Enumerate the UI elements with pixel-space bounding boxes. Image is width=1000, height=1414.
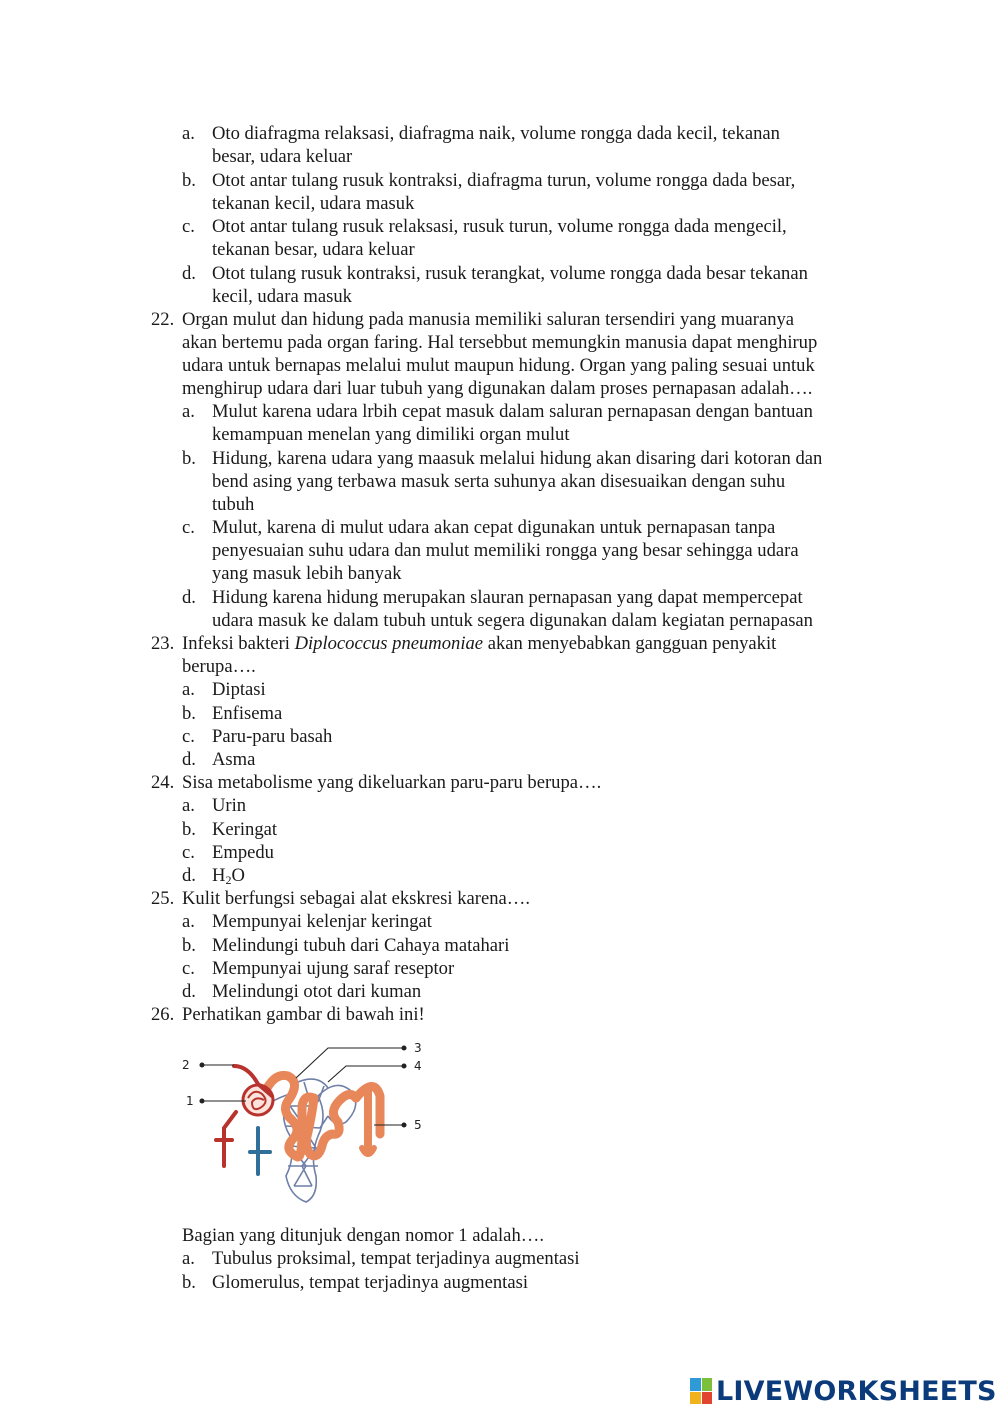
q22-option-a-line2: kemampuan menelan yang dimiliki organ mulut	[212, 424, 570, 445]
q21-option-d-line1: Otot tulang rusuk kontraksi, rusuk terangkat, volume rongga dada besar tekanan	[212, 263, 808, 284]
q25-number: 25.	[151, 888, 175, 909]
q24-option-d-o: O	[231, 865, 245, 886]
q23-number: 23.	[151, 633, 175, 654]
q22-option-d-label: d.	[182, 587, 196, 608]
q22-option-b-line3: tubuh	[212, 494, 255, 515]
q23-option-c-text: Paru-paru basah	[212, 726, 333, 747]
diagram-label-1: 1	[186, 1094, 194, 1108]
q23-option-c-label: c.	[182, 726, 195, 747]
q22-option-d-line2: udara masuk ke dalam tubuh untuk segera digunakan dalam kegiatan pernapasan	[212, 610, 813, 631]
q22-stem-line3: udara untuk bernapas melalui mulut maupun hidung. Organ yang paling sesuai untuk	[182, 355, 815, 376]
q25-option-a-text: Mempunyai kelenjar keringat	[212, 911, 432, 932]
q22-stem-line4: menghirup udara dari luar tubuh yang digunakan dalam proses pernapasan adalah….	[182, 378, 813, 399]
q24-option-d-label: d.	[182, 865, 196, 886]
q21-option-c-line2: tekanan besar, udara keluar	[212, 239, 415, 260]
q24-option-d-text	[212, 864, 245, 887]
liveworksheets-brand-text: LIVEWORKSHEETS	[716, 1375, 997, 1407]
q25-option-c-label: c.	[182, 958, 195, 979]
q21-option-b-label: b.	[182, 170, 196, 191]
q24-option-d-subscript: 2	[225, 873, 232, 887]
q25-option-b-label: b.	[182, 935, 196, 956]
q25-option-d-text: Melindungi otot dari kuman	[212, 981, 422, 1002]
q26-option-b-text: Glomerulus, tempat terjadinya augmentasi	[212, 1272, 529, 1293]
q23-option-d-label: d.	[182, 749, 196, 770]
q25-option-c-text: Mempunyai ujung saraf reseptor	[212, 958, 455, 979]
q24-option-c-label: c.	[182, 842, 195, 863]
q22-number: 22.	[151, 309, 175, 330]
q23-option-a-text: Diptasi	[212, 679, 266, 700]
q23-stem-line1	[182, 632, 776, 655]
q24-option-a-label: a.	[182, 795, 195, 816]
q24-number: 24.	[151, 772, 175, 793]
q26-stem: Perhatikan gambar di bawah ini!	[182, 1004, 425, 1025]
q22-option-b-line1: Hidung, karena udara yang maasuk melalui hidung akan disaring dari kotoran dan	[212, 448, 823, 469]
q21-option-d-label: d.	[182, 263, 196, 284]
diagram-label-4: 4	[414, 1059, 422, 1073]
q24-option-d-h: H	[212, 865, 226, 886]
diagram-label-5: 5	[414, 1118, 422, 1132]
q22-option-a-label: a.	[182, 401, 195, 422]
q22-option-a-line1: Mulut karena udara lrbih cepat masuk dalam saluran pernapasan dengan bantuan	[212, 401, 813, 422]
q22-stem-line2: akan bertemu pada organ faring. Hal tersebbut memungkin manusia dapat menghirup	[182, 332, 818, 353]
q24-option-b-text: Keringat	[212, 819, 278, 840]
liveworksheets-logo-icon	[690, 1378, 712, 1404]
q21-option-d-line2: kecil, udara masuk	[212, 286, 352, 307]
q22-option-c-label: c.	[182, 517, 195, 538]
q25-option-b-text: Melindungi tubuh dari Cahaya matahari	[212, 935, 510, 956]
q22-option-c-line2: penyesuaian suhu udara dan mulut memiliki rongga yang besar sehingga udara	[212, 540, 799, 561]
q22-option-b-label: b.	[182, 448, 196, 469]
q21-option-c-label: c.	[182, 216, 195, 237]
glomerulus	[243, 1085, 273, 1115]
liveworksheets-logo[interactable]	[690, 1374, 997, 1408]
q23-option-d-text: Asma	[212, 749, 256, 770]
q24-stem: Sisa metabolisme yang dikeluarkan paru-paru berupa….	[182, 772, 602, 793]
q26-question: Bagian yang ditunjuk dengan nomor 1 adalah….	[182, 1225, 544, 1246]
q21-option-a-label: a.	[182, 123, 195, 144]
diagram-label-3: 3	[414, 1041, 422, 1055]
q23-stem-line2: berupa….	[182, 656, 256, 677]
q22-option-c-line3: yang masuk lebih banyak	[212, 563, 402, 584]
q22-option-b-line2: bend asing yang terbawa masuk serta suhunya akan disesuaikan dengan suhu	[212, 471, 786, 492]
q21-option-b-line1: Otot antar tulang rusuk kontraksi, diafragma turun, volume rongga dada besar,	[212, 170, 796, 191]
renal-tubule	[264, 1075, 380, 1157]
q23-option-a-label: a.	[182, 679, 195, 700]
q26-number: 26.	[151, 1004, 175, 1025]
q24-option-c-text: Empedu	[212, 842, 274, 863]
q26-option-a-text: Tubulus proksimal, tempat terjadinya augmentasi	[212, 1248, 580, 1269]
q22-stem-line1: Organ mulut dan hidung pada manusia memiliki saluran tersendiri yang muaranya	[182, 309, 795, 330]
nephron-diagram-svg	[178, 1036, 428, 1211]
q24-option-b-label: b.	[182, 819, 196, 840]
q22-option-d-line1: Hidung karena hidung merupakan slauran pernapasan yang dapat mempercepat	[212, 587, 803, 608]
q23-option-b-label: b.	[182, 703, 196, 724]
q23-stem-pre: Infeksi bakteri	[182, 633, 295, 654]
q21-option-a-line2: besar, udara keluar	[212, 146, 353, 167]
diagram-label-2: 2	[182, 1058, 190, 1072]
q26-option-a-label: a.	[182, 1248, 195, 1269]
nephron-diagram	[178, 1036, 428, 1211]
q23-option-b-text: Enfisema	[212, 703, 283, 724]
q26-option-b-label: b.	[182, 1272, 196, 1293]
q21-option-b-line2: tekanan kecil, udara masuk	[212, 193, 415, 214]
renal-vein	[250, 1128, 270, 1174]
q25-stem: Kulit berfungsi sebagai alat ekskresi karena….	[182, 888, 530, 909]
q24-option-a-text: Urin	[212, 795, 247, 816]
q23-stem-post: akan menyebabkan gangguan penyakit	[483, 633, 777, 654]
q21-option-a-line1: Oto diafragma relaksasi, diafragma naik, volume rongga dada kecil, tekanan	[212, 123, 780, 144]
q25-option-d-label: d.	[182, 981, 196, 1002]
q23-bacteria-name: Diplococcus pneumoniae	[294, 633, 484, 654]
q22-option-c-line1: Mulut, karena di mulut udara akan cepat digunakan untuk pernapasan tanpa	[212, 517, 776, 538]
q25-option-a-label: a.	[182, 911, 195, 932]
q21-option-c-line1: Otot antar tulang rusuk relaksasi, rusuk turun, volume rongga dada mengecil,	[212, 216, 787, 237]
